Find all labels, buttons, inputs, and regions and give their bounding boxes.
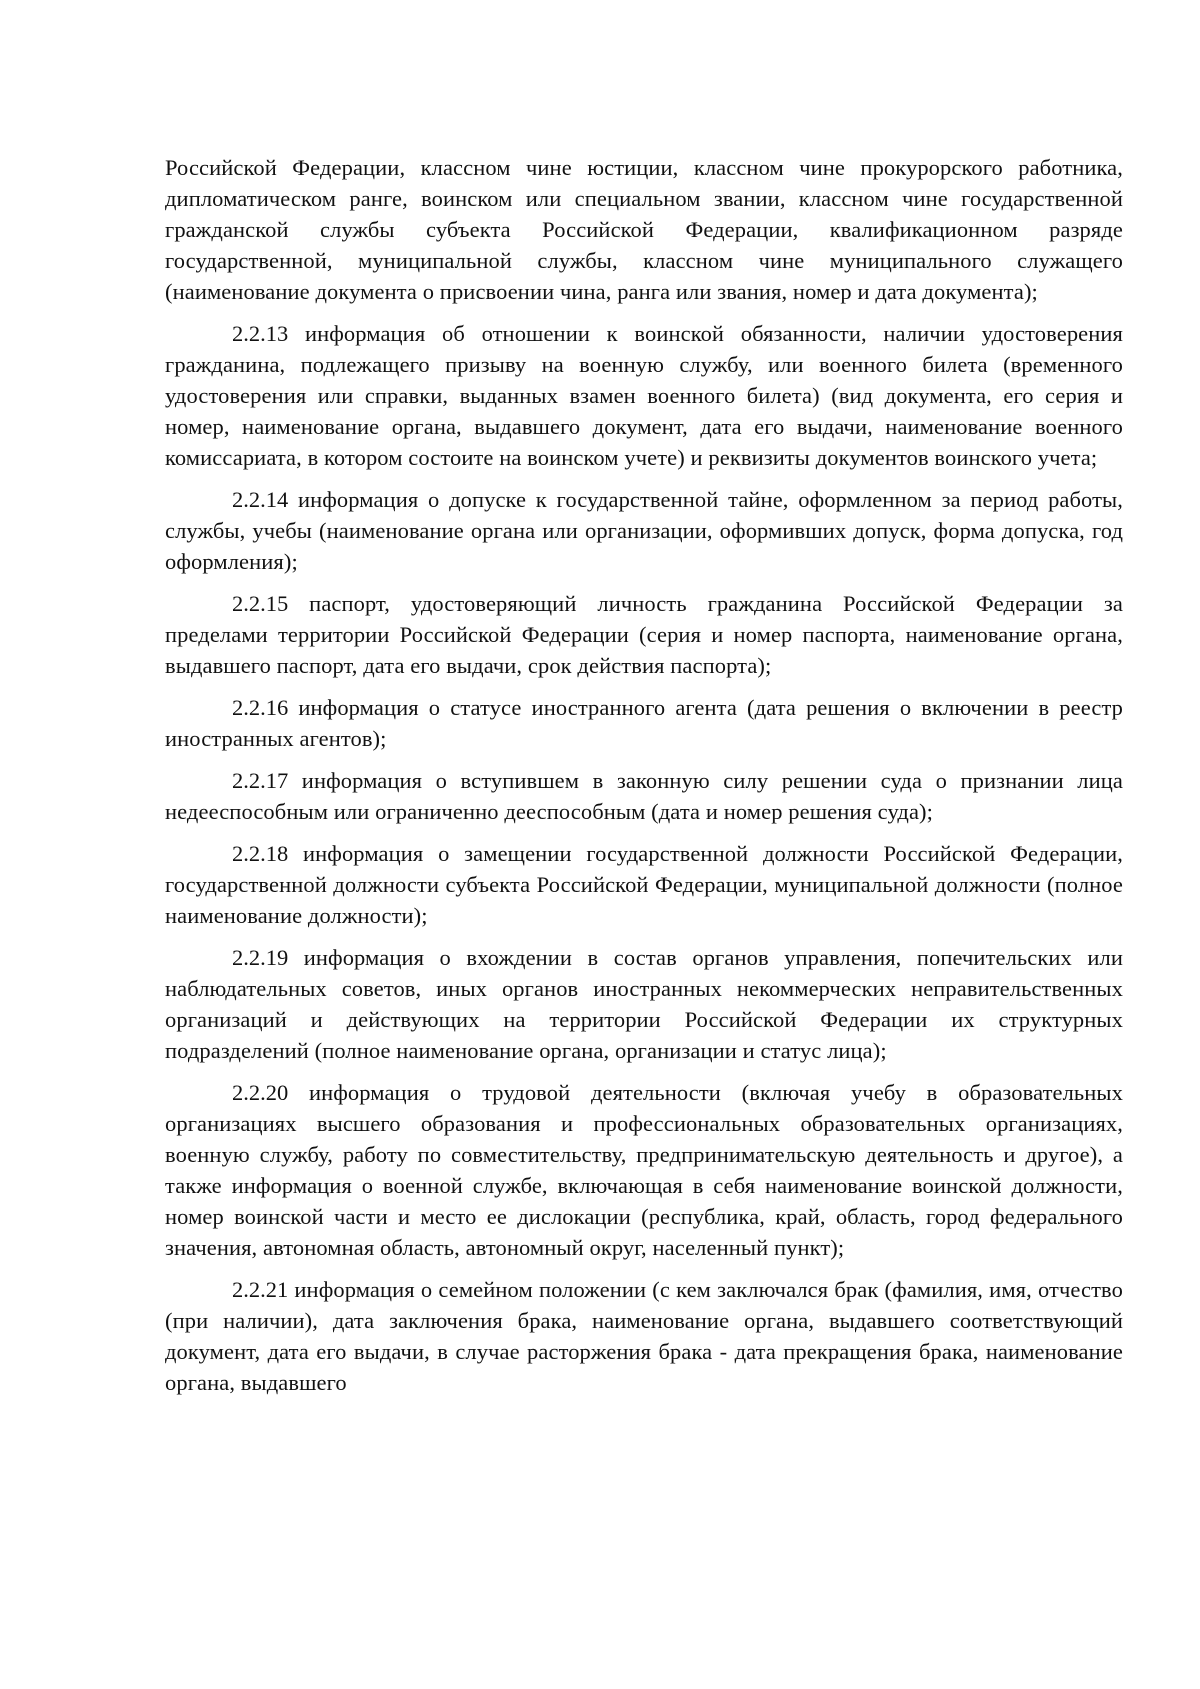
paragraph-2-2-13 <box>165 318 1123 473</box>
paragraph-text: Российской Федерации, классном чине юстиции, классном чине прокурорского работника, дипломатическом ранге, воинском или специальном звании, классном чине государственной гражданской службы субъекта Российской Федерации, квалификационном разряде государственной, муниципальной службы, классном чине муниципального служащего (наименование документа о присвоении чина, ранга или звания, номер и дата документа); <box>165 155 1123 304</box>
paragraph-number: 2.2.15 <box>232 591 289 616</box>
paragraph-text: паспорт, удостоверяющий личность гражданина Российской Федерации за пределами территории Российской Федерации (серия и номер паспорта, наименование органа, выдавшего паспорт, дата его выдачи, срок действия паспорта); <box>165 591 1123 678</box>
paragraph-text: информация о допуске к государственной тайне, оформленном за период работы, службы, учебы (наименование органа или организации, оформивших допуск, форма допуска, год оформления); <box>165 487 1123 574</box>
paragraph-number: 2.2.19 <box>232 945 289 970</box>
paragraph-text: информация о вступившем в законную силу решении суда о признании лица недееспособным или ограниченно дееспособным (дата и номер решения суда); <box>165 768 1123 824</box>
paragraph-2-2-14 <box>165 484 1123 577</box>
paragraph-number: 2.2.13 <box>232 321 289 346</box>
paragraph-number: 2.2.14 <box>232 487 289 512</box>
document-body <box>165 152 1123 1409</box>
paragraph-number: 2.2.20 <box>232 1080 289 1105</box>
paragraph-continuation <box>165 152 1123 307</box>
paragraph-number: 2.2.17 <box>232 768 289 793</box>
paragraph-text: информация о семейном положении (с кем заключался брак (фамилия, имя, отчество (при наличии), дата заключения брака, наименование органа, выдавшего соответствующий документ, дата его выдачи, в случае расторжения брака - дата прекращения брака, наименование органа, выдавшего <box>165 1277 1123 1395</box>
paragraph-number: 2.2.18 <box>232 841 289 866</box>
paragraph-text: информация о вхождении в состав органов управления, попечительских или наблюдательных советов, иных органов иностранных некоммерческих неправительственных организаций и действующих на территории Российской Федерации их структурных подразделений (полное наименование органа, организации и статус лица); <box>165 945 1123 1063</box>
paragraph-2-2-18 <box>165 838 1123 931</box>
paragraph-text: информация о трудовой деятельности (включая учебу в образовательных организациях высшего образования и профессиональных образовательных организациях, военную службу, работу по совместительству, предпринимательскую деятельность и другое), а также информация о военной службе, включающая в себя наименование воинской должности, номер воинской части и место ее дислокации (республика, край, область, город федерального значения, автономная область, автономный округ, населенный пункт); <box>165 1080 1123 1260</box>
paragraph-2-2-20 <box>165 1077 1123 1263</box>
paragraph-2-2-19 <box>165 942 1123 1066</box>
paragraph-2-2-15 <box>165 588 1123 681</box>
paragraph-2-2-21 <box>165 1274 1123 1398</box>
paragraph-number: 2.2.16 <box>232 695 289 720</box>
paragraph-text: информация о статусе иностранного агента (дата решения о включении в реестр иностранных агентов); <box>165 695 1124 751</box>
paragraph-text: информация об отношении к воинской обязанности, наличии удостоверения гражданина, подлежащего призыву на военную службу, или военного билета (временного удостоверения или справки, выданных взамен военного билета) (вид документа, его серия и номер, наименование органа, выдавшего документ, дата его выдачи, наименование военного комиссариата, в котором состоите на воинском учете) и реквизиты документов воинского учета; <box>165 321 1123 470</box>
paragraph-2-2-17 <box>165 765 1123 827</box>
paragraph-number: 2.2.21 <box>232 1277 289 1302</box>
paragraph-2-2-16 <box>165 692 1123 754</box>
paragraph-text: информация о замещении государственной должности Российской Федерации, государственной должности субъекта Российской Федерации, муниципальной должности (полное наименование должности); <box>165 841 1123 928</box>
